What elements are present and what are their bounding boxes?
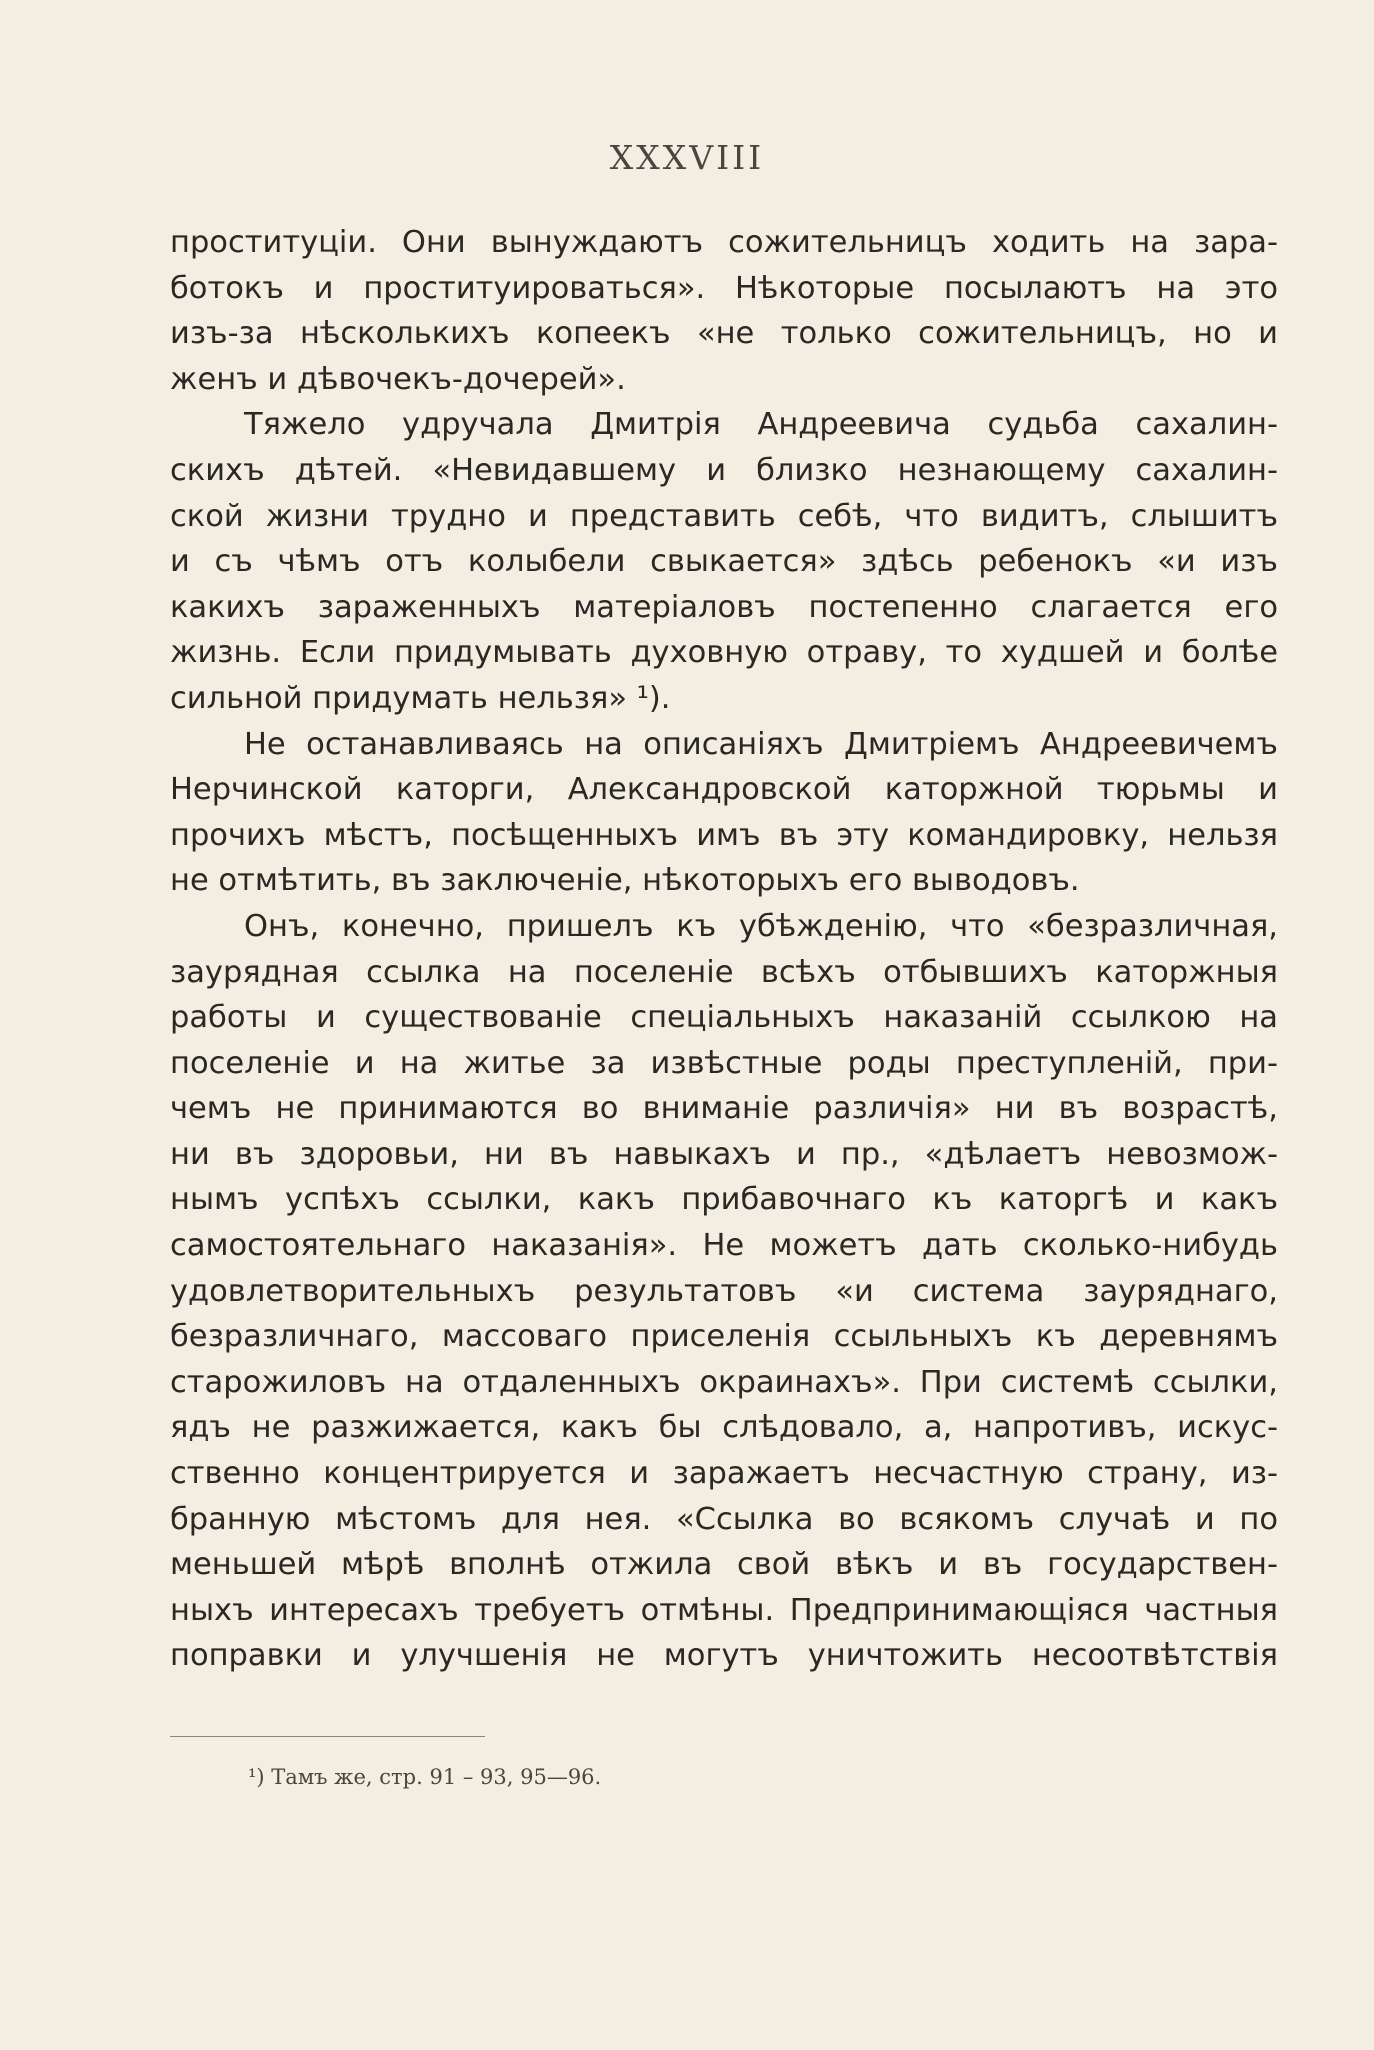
text-line: старожиловъ на отдаленныхъ окраинахъ». При системѣ ссылки, <box>170 1364 1278 1400</box>
text-line: работы и существованіе спеціальныхъ наказаній ссылкою на <box>170 1000 1278 1036</box>
text-line: прочихъ мѣстъ, посѣщенныхъ имъ въ эту командировку, нельзя <box>170 817 1278 853</box>
text-line: бранную мѣстомъ для нея. «Ссылка во всякомъ случаѣ и по <box>170 1501 1278 1537</box>
text-line: и съ чѣмъ отъ колыбели свыкается» здѣсь ребенокъ «и изъ <box>170 544 1278 580</box>
text-line: ственно концентрируется и заражаетъ несчастную страну, из- <box>170 1456 1278 1492</box>
text-line: ни въ здоровьи, ни въ навыкахъ и пр., «дѣлаетъ невозмож- <box>170 1136 1278 1172</box>
text-line: поселеніе и на житье за извѣстные роды преступленій, при- <box>170 1045 1278 1081</box>
text-line: заурядная ссылка на поселеніе всѣхъ отбывшихъ каторжныя <box>170 954 1278 990</box>
text-line: самостоятельнаго наказанія». Не можетъ дать сколько-нибудь <box>170 1228 1278 1264</box>
text-line: ской жизни трудно и представить себѣ, что видитъ, слышитъ <box>170 498 1278 534</box>
footnote-divider <box>170 1736 485 1737</box>
text-line: Тяжело удручала Дмитрія Андреевича судьба сахалин- <box>244 407 1278 443</box>
text-line: проституціи. Они вынуждаютъ сожительницъ ходить на зара- <box>170 225 1278 260</box>
text-line: удовлетворительныхъ результатовъ «и система зауряднаго, <box>170 1273 1278 1309</box>
text-line: скихъ дѣтей. «Невидавшему и близко незнающему сахалин- <box>170 452 1278 488</box>
text-line: сильной придумать нельзя» ¹). <box>170 680 671 716</box>
running-head-page-number: XXXVIII <box>609 138 765 177</box>
text-line: ядъ не разжижается, какъ бы слѣдовало, а, напротивъ, искус- <box>170 1410 1278 1446</box>
text-line: жизнь. Если придумывать духовную отраву, то худшей и болѣе <box>170 635 1278 671</box>
body-text <box>170 220 1278 1679</box>
text-line: Онъ, конечно, пришелъ къ убѣжденію, что «безразличная, <box>244 908 1278 944</box>
text-line: поправки и улучшенія не могутъ уничтожить несоотвѣтствія <box>170 1638 1278 1674</box>
text-line: меньшей мѣрѣ вполнѣ отжила свой вѣкъ и въ государствен- <box>170 1547 1278 1583</box>
text-line: нымъ успѣхъ ссылки, какъ прибавочнаго къ каторгѣ и какъ <box>170 1182 1278 1218</box>
footnote: ¹) Тамъ же, стр. 91 – 93, 95—96. <box>248 1765 602 1789</box>
text-line: ныхъ интересахъ требуетъ отмѣны. Предпринимающіяся частныя <box>170 1592 1278 1628</box>
text-line: ботокъ и проституироваться». Нѣкоторые посылаютъ на это <box>170 270 1278 306</box>
text-line: изъ-за нѣсколькихъ копеекъ «не только сожительницъ, но и <box>170 316 1278 352</box>
text-line: какихъ зараженныхъ матеріаловъ постепенно слагается его <box>170 589 1278 625</box>
text-line: не отмѣтить, въ заключеніе, нѣкоторыхъ его выводовъ. <box>170 863 1080 899</box>
text-line: Нерчинской каторги, Александровской каторжной тюрьмы и <box>170 772 1278 808</box>
text-line: чемъ не принимаются во вниманіе различія» ни въ возрастѣ, <box>170 1091 1278 1127</box>
text-line: Не останавливаясь на описаніяхъ Дмитріемъ Андреевичемъ <box>244 726 1278 762</box>
text-line: женъ и дѣвочекъ-дочерей». <box>170 361 626 397</box>
text-line: безразличнаго, массоваго приселенія ссыльныхъ къ деревнямъ <box>170 1319 1278 1355</box>
